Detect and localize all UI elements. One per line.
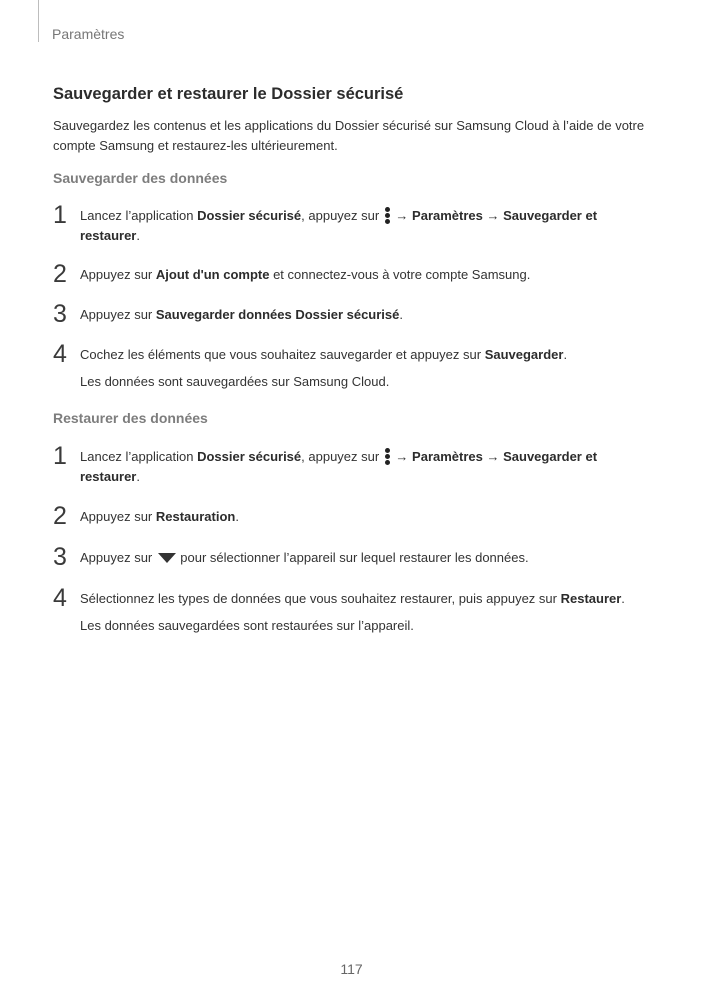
backup-step-4: 4 Cochez les éléments que vous souhaitez sauvegarder et appuyez sur Sauvegarder. Les données sont sauvegardées sur Samsung Cloud.	[53, 345, 653, 392]
backup-data-label: Sauvegarder données Dossier sécurisé	[155, 307, 400, 322]
restore-step-1: 1 Lancez l’application Dossier sécurisé, appuyez sur → Paramètres → Sauvegarder et restaurer.	[53, 442, 598, 484]
step-number: 1	[53, 201, 67, 229]
menu-settings: Paramètres	[412, 208, 483, 223]
more-options-icon	[385, 448, 391, 465]
step-note: Les données sont sauvegardées sur Samsung Cloud.	[80, 374, 390, 389]
restore-step-2: 2 Appuyez sur Restauration.	[53, 502, 239, 530]
restore-button-label: Restaurer	[560, 591, 622, 606]
page-content	[53, 85, 653, 636]
intro-paragraph: Sauvegardez les contenus et les applications du Dossier sécurisé sur Samsung Cloud à l’aide de votre compte Samsung et restaurez-les ultérieurement.	[53, 118, 645, 153]
restoration-label: Restauration	[155, 509, 236, 524]
backup-button-label: Sauvegarder	[484, 347, 564, 362]
more-options-icon	[385, 207, 391, 224]
backup-step-2: 2 Appuyez sur Ajout d'un compte et connectez-vous à votre compte Samsung.	[53, 260, 531, 288]
step-number: 4	[53, 584, 67, 612]
backup-step-3: 3 Appuyez sur Sauvegarder données Dossier sécurisé.	[53, 300, 404, 328]
step-note: Les données sauvegardées sont restaurées sur l’appareil.	[80, 618, 414, 633]
step-number: 2	[53, 260, 67, 288]
menu-settings: Paramètres	[412, 449, 483, 464]
dropdown-triangle-icon	[158, 553, 176, 563]
step-number: 2	[53, 502, 67, 530]
app-name: Dossier sécurisé	[197, 208, 302, 223]
step-number: 4	[53, 340, 67, 368]
app-name: Dossier sécurisé	[197, 449, 302, 464]
menu-backup-restore: Sauvegarder et restaurer	[80, 449, 598, 484]
page-margin-rule	[38, 0, 39, 42]
step-number: 1	[53, 442, 67, 470]
add-account-label: Ajout d'un compte	[155, 267, 270, 282]
restore-step-4: 4 Sélectionnez les types de données que vous souhaitez restaurer, puis appuyez sur Restaurer. Les données sauvegardées sont restaurées sur l’appareil.	[53, 589, 653, 636]
running-header: Paramètres	[52, 26, 125, 42]
backup-heading: Sauvegarder des données	[53, 170, 228, 186]
restore-heading: Restaurer des données	[53, 410, 208, 426]
menu-backup-restore: Sauvegarder et restaurer	[80, 208, 598, 243]
restore-step-3: 3 Appuyez sur pour sélectionner l’appareil sur lequel restaurer les données.	[53, 543, 529, 571]
step-number: 3	[53, 300, 67, 328]
page-title: Sauvegarder et restaurer le Dossier sécurisé	[53, 85, 404, 103]
page-number: 117	[340, 961, 363, 977]
step-number: 3	[53, 543, 67, 571]
backup-step-1: 1 Lancez l’application Dossier sécurisé, appuyez sur → Paramètres → Sauvegarder et restaurer.	[53, 201, 598, 243]
